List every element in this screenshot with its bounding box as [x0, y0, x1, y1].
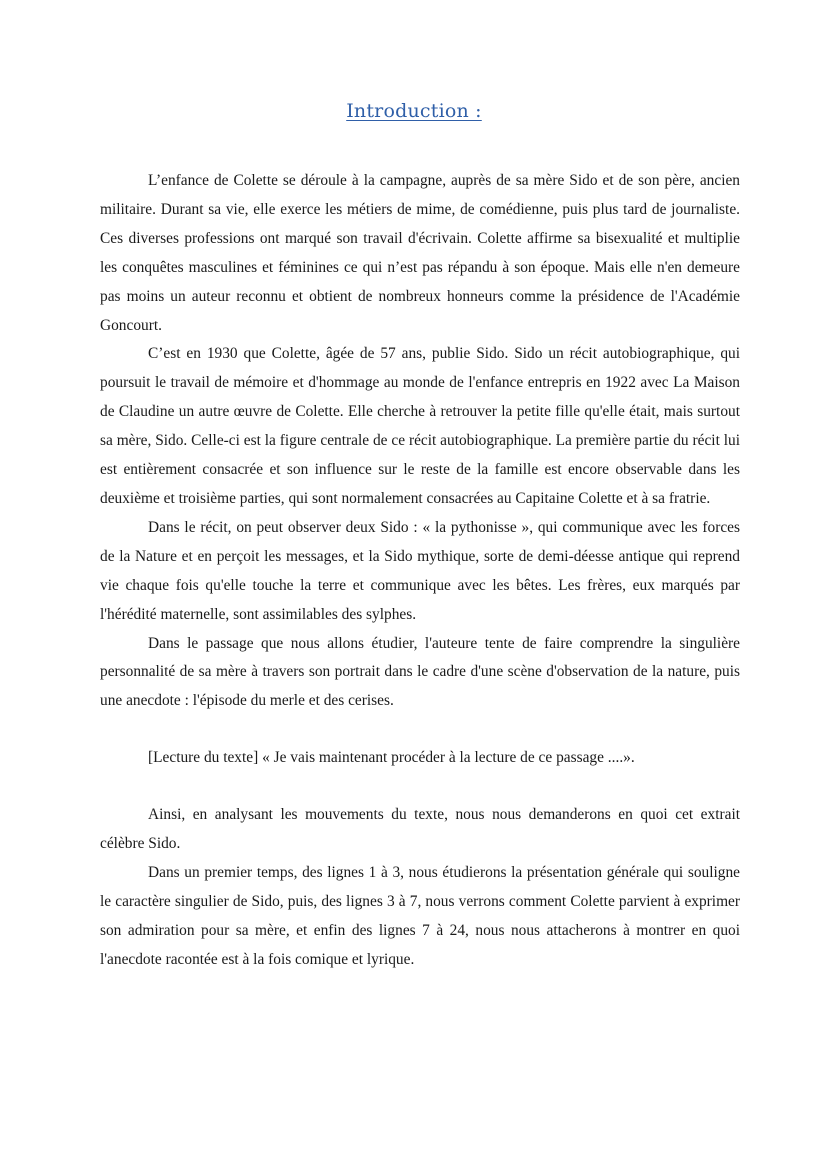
document-body: [100, 167, 740, 975]
paragraph-biography: L’enfance de Colette se déroule à la campagne, auprès de sa mère Sido et de son père, ancien militaire. Durant sa vie, elle exerce les métiers de mime, de comédienne, puis plus tard de journaliste. Ces diverses professions ont marqué son travail d'écrivain. Colette affirme sa bisexualité et multiplie les conquêtes masculines et féminines ce qui n’est pas répandu à son époque. Mais elle n'en demeure pas moins un auteur reconnu et obtient de nombreux honneurs comme la présidence de l'Académie Goncourt.: [100, 172, 740, 334]
paragraph-passage-intro: Dans le passage que nous allons étudier, l'auteure tente de faire comprendre la singulière personnalité de sa mère à travers son portrait dans le cadre d'une scène d'observation de la nature, puis une anecdote : l'épisode du merle et des cerises.: [100, 634, 740, 710]
paragraph-two-sido: Dans le récit, on peut observer deux Sido : « la pythonisse », qui communique avec les forces de la Nature et en perçoit les messages, et la Sido mythique, sorte de demi-déesse antique qui reprend vie chaque fois qu'elle touche la terre et communique avec les bêtes. Les frères, eux marqués par l'hérédité maternelle, sont assimilables des sylphes.: [100, 518, 740, 623]
paragraph-outline: Dans un premier temps, des lignes 1 à 3, nous étudierons la présentation générale qui souligne le caractère singulier de Sido, puis, des lignes 3 à 7, nous verrons comment Colette parvient à exprimer son admiration pour sa mère, et enfin des lignes 7 à 24, nous nous attacherons à montrer en quoi l'anecdote racontée est à la fois comique et lyrique.: [100, 863, 740, 968]
paragraph-publication: C’est en 1930 que Colette, âgée de 57 ans, publie Sido. Sido un récit autobiographique, qui poursuit le travail de mémoire et d'hommage au monde de l'enfance entrepris en 1922 avec La Maison de Claudine un autre œuvre de Colette. Elle cherche à retrouver la petite fille qu'elle était, mais surtout sa mère, Sido. Celle-ci est la figure centrale de ce récit autobiographique. La première partie du récit lui est entièrement consacrée et son influence sur le reste de la famille est encore observable dans les deuxième et troisième parties, qui sont normalement consacrées au Capitaine Colette et à sa fratrie.: [100, 345, 740, 507]
page-title: Introduction :: [346, 100, 482, 122]
paragraph-reading: [Lecture du texte] « Je vais maintenant procéder à la lecture de ce passage ....».: [148, 749, 635, 767]
paragraph-problematic: Ainsi, en analysant les mouvements du texte, nous nous demanderons en quoi cet extrait célèbre Sido.: [100, 806, 740, 853]
